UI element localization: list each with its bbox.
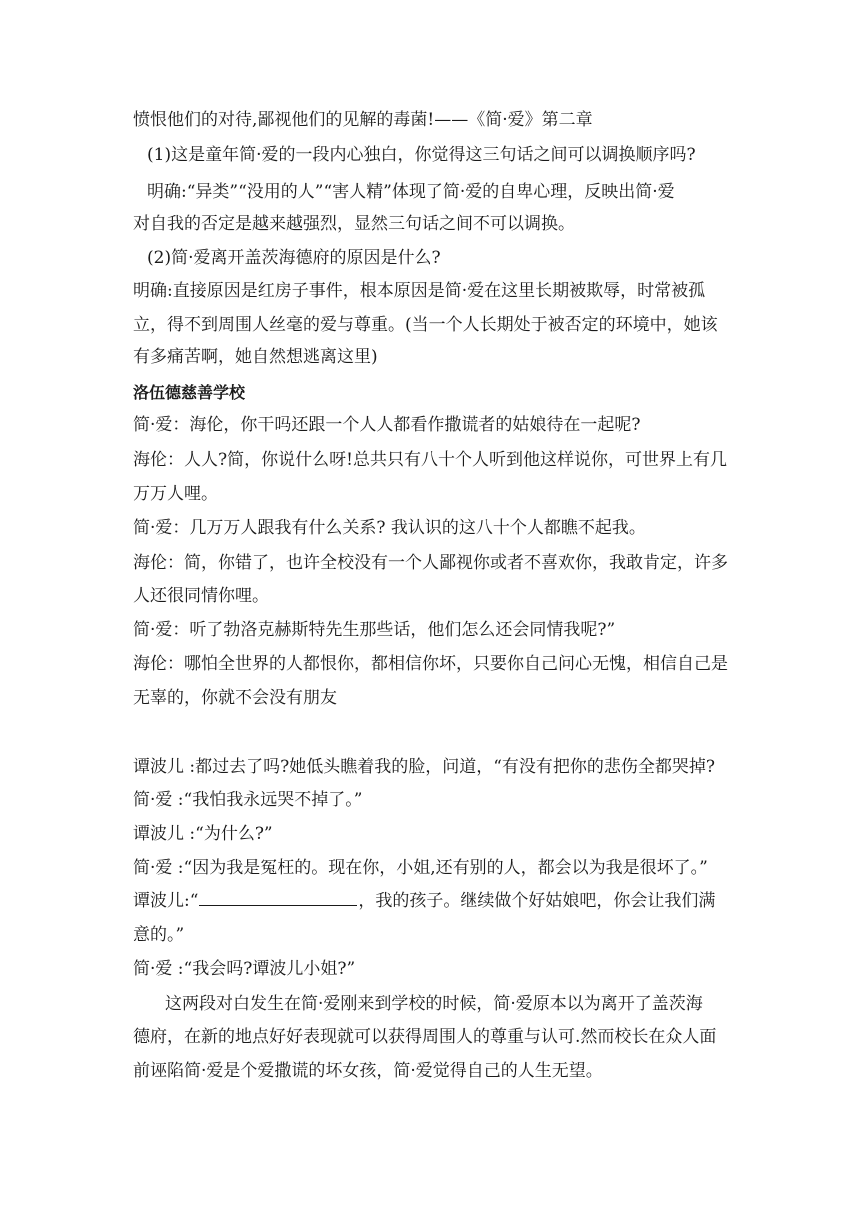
dialogue-line: 简·爱 :“因为我是冤枉的。现在你，小姐,还有别的人，都会以为我是很坏了。” xyxy=(133,858,708,878)
dialogue-line: 海伦：简，你错了，也许全校没有一个人鄙视你或者不喜欢你，我敢肯定，许多 xyxy=(133,553,728,573)
dialogue-line: 简·爱 :“我会吗?谭波儿小姐?” xyxy=(133,959,356,979)
dialogue-line: 无辜的，你就不会没有朋友 xyxy=(133,688,337,708)
dialogue-line: 简·爱：海伦，你干吗还跟一个人人都看作撒谎者的姑娘待在一起呢? xyxy=(133,415,641,435)
dialogue-line: 简·爱：几万万人跟我有什么关系? 我认识的这八十个人都瞧不起我。 xyxy=(133,518,646,538)
fill-in-prefix: 谭波儿:“ xyxy=(133,891,199,911)
dialogue-line: 谭波儿 :“为什么?” xyxy=(133,824,273,844)
dialogue-line: 人还很同情你哩。 xyxy=(133,586,269,606)
analysis-line-1: 这两段对白发生在简·爱刚来到学校的时候，简·爱原本以为离开了盖茨海 xyxy=(165,994,703,1014)
dialogue-line: 意的。” xyxy=(133,925,185,945)
answer-1-line-1: 明确:“异类”“没用的人”“害人精”体现了简·爱的自卑心理，反映出简·爱 xyxy=(147,182,675,202)
analysis-line-2: 德府，在新的地点好好表现就可以获得周围人的尊重与认可.然而校长在众人面 xyxy=(133,1027,717,1047)
dialogue-line: 海伦：哪怕全世界的人都恨你，都相信你坏，只要你自己问心无愧，相信自己是 xyxy=(133,654,728,674)
answer-2-line-1: 明确:直接原因是红房子事件，根本原因是简·爱在这里长期被欺辱，时常被孤 xyxy=(133,281,706,301)
answer-blank[interactable] xyxy=(199,889,357,906)
section-heading: 洛伍德慈善学校 xyxy=(133,383,246,402)
dialogue-line: 简·爱 :“我怕我永远哭不掉了。” xyxy=(133,790,363,810)
fill-in-suffix: ，我的孩子。继续做个好姑娘吧，你会让我们满 xyxy=(358,891,716,911)
answer-1-line-2: 对自我的否定是越来越强烈，显然三句话之间不可以调换。 xyxy=(133,214,575,234)
question-2: (2)简·爱离开盖茨海德府的原因是什么? xyxy=(147,248,441,268)
answer-2-line-2: 立，得不到周围人丝毫的爱与尊重。(当一个人长期处于被否定的环境中，她该 xyxy=(133,315,718,335)
dialogue-line: 万万人哩。 xyxy=(133,484,218,504)
answer-2-line-3: 有多痛苦啊，她自然想逃离这里) xyxy=(133,347,378,367)
dialogue-line: 海伦：人人?简，你说什么呀!总共只有八十个人听到他这样说你，可世界上有几 xyxy=(133,450,727,470)
dialogue-line: 谭波儿 :都过去了吗?她低头瞧着我的脸，问道，“有没有把你的悲伤全都哭掉? xyxy=(133,757,716,777)
analysis-line-3: 前诬陷简·爱是个爱撒谎的坏女孩，简·爱觉得自己的人生无望。 xyxy=(133,1061,603,1081)
dialogue-line: 简·爱：听了勃洛克赫斯特先生那些话，他们怎么还会同情我呢?” xyxy=(133,620,616,640)
question-1: (1)这是童年简·爱的一段内心独白，你觉得这三句话之间可以调换顺序吗? xyxy=(147,145,696,165)
quote-source-line: 愤恨他们的对待,鄙视他们的见解的毒菌!——《简·爱》第二章 xyxy=(133,110,593,130)
fill-in-blank-line xyxy=(133,889,715,913)
